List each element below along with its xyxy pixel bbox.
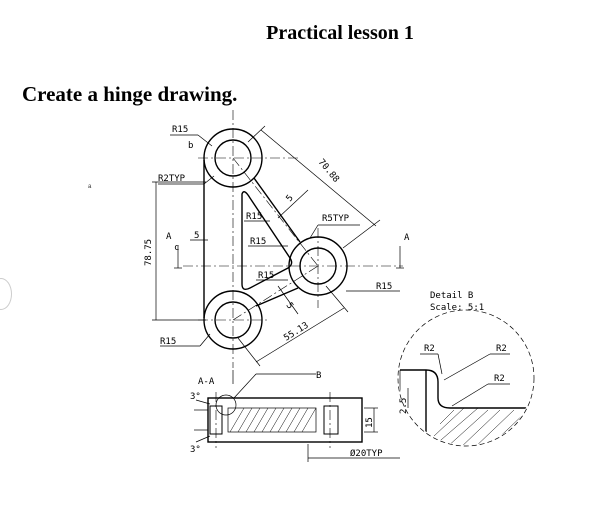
label-dia-20typ: Ø20TYP [350,449,383,459]
hinge-technical-drawing [138,108,536,466]
label-section-a-right: A [404,233,410,243]
label-r15-right: R15 [376,282,393,292]
label-5-b: 5 [283,300,295,312]
label-section-a-left: A [166,232,172,242]
label-r15-top: R15 [172,125,189,135]
label-r2-right2: R2 [494,374,505,384]
label-55-13: 55.13 [282,320,311,344]
task-heading: Create a hinge drawing. [22,82,238,106]
label-detail-b-marker: B [316,371,322,381]
label-r2-right1: R2 [496,344,507,354]
page-title: Practical lesson 1 [266,22,414,44]
label-3deg-top: 3° [190,392,201,402]
label-78-75: 78.75 [144,238,154,266]
label-15: 15 [365,417,375,428]
label-r15-inner3: R15 [258,271,275,281]
label-r2typ: R2TYP [158,174,186,184]
label-r5typ: R5TYP [322,214,350,224]
label-2-5: 2.5 [399,397,409,414]
scroll-edge-decoration [0,278,12,310]
label-r15-inner2: R15 [250,237,267,247]
label-70-88: 70.88 [315,157,341,185]
label-r15-bottom: R15 [160,337,177,347]
label-5-c: 5 [194,231,200,241]
label-detail-scale: Scale: 5:1 [430,303,485,313]
label-3deg-bottom: 3° [190,445,201,455]
stray-mark: a [88,184,92,190]
label-section-aa: A-A [198,377,215,387]
label-c-small: c [174,243,180,253]
label-5-a: 5 [284,193,296,204]
label-r15-inner1: R15 [246,212,263,222]
label-r2-left: R2 [424,344,435,354]
label-detail-title: Detail B [430,291,474,301]
label-b-small: b [188,141,194,151]
